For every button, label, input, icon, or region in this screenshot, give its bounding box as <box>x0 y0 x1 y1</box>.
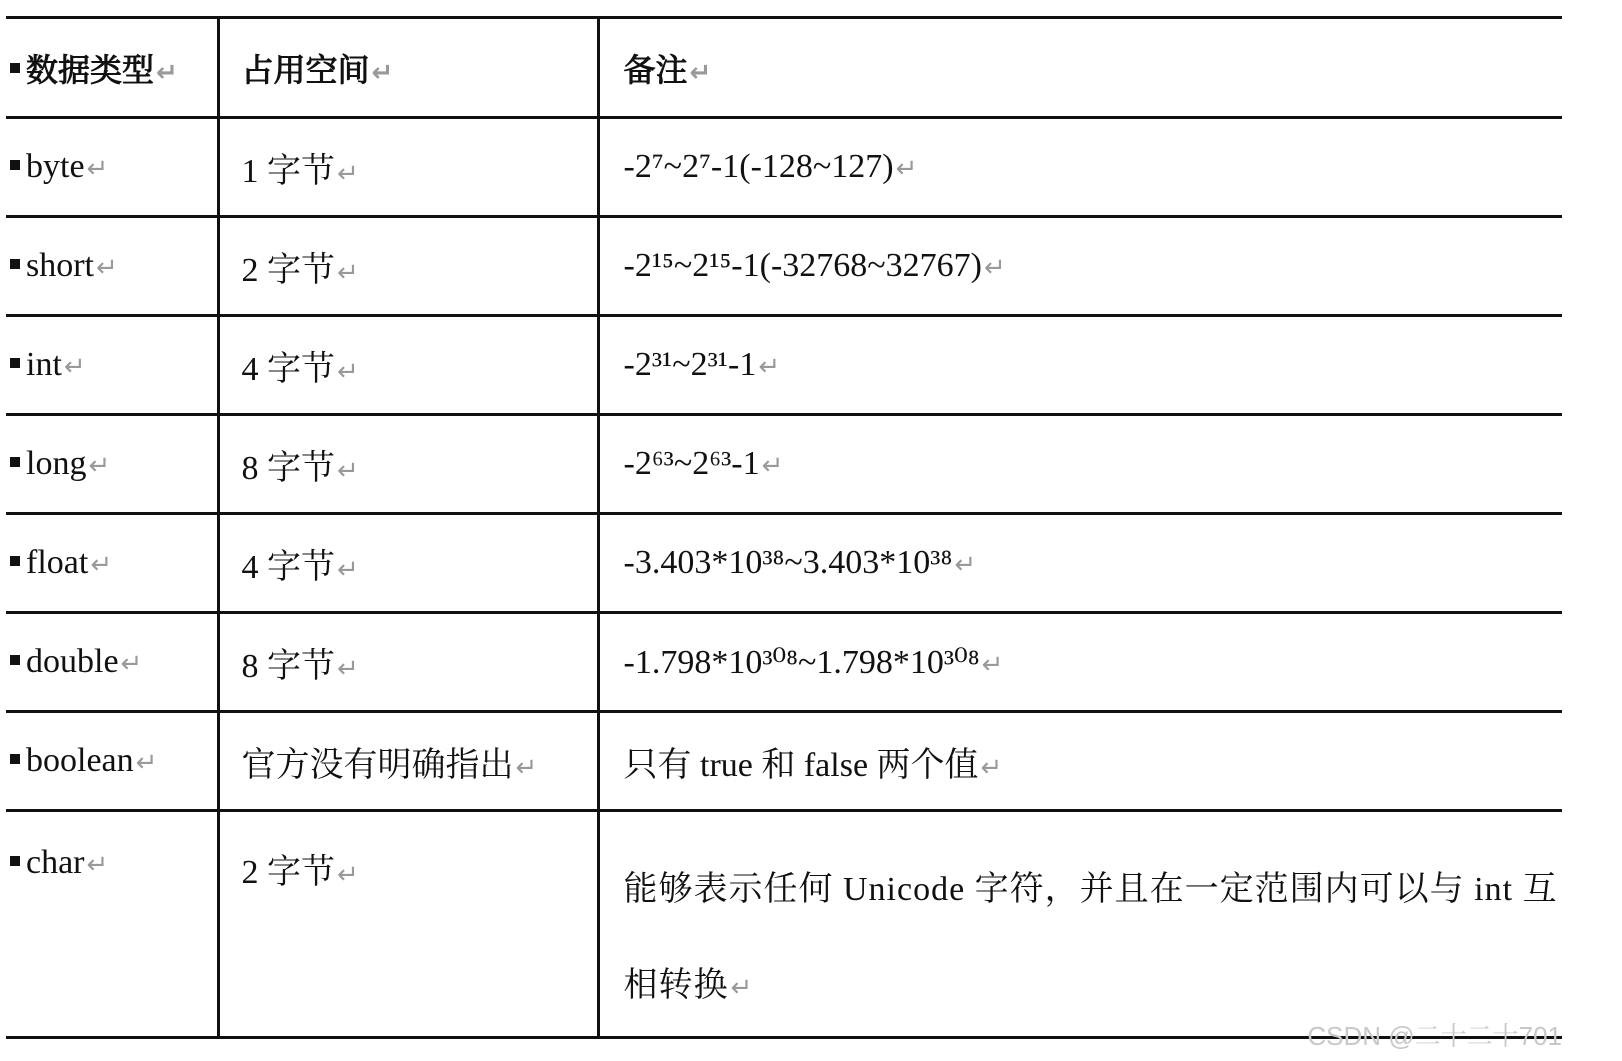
size-cell: 2 字节↵ <box>218 217 598 316</box>
table-row <box>6 613 1562 712</box>
size-cell: 1 字节↵ <box>218 118 598 217</box>
bullet-icon <box>10 856 20 866</box>
paragraph-mark-icon: ↵ <box>761 451 784 481</box>
type-cell: int↵ <box>6 316 218 415</box>
paragraph-mark-icon: ↵ <box>984 253 1006 283</box>
table-header-row <box>6 18 1562 118</box>
size-cell: 8 字节↵ <box>218 415 598 514</box>
table-row <box>6 118 1562 217</box>
bullet-icon <box>10 160 20 170</box>
paragraph-mark-icon: ↵ <box>120 649 143 679</box>
paragraph-mark-icon: ↵ <box>981 650 1004 680</box>
paragraph-mark-icon: ↵ <box>515 752 538 783</box>
paragraph-mark-icon: ↵ <box>337 356 359 387</box>
header-cell-size: 占用空间↵ <box>218 18 598 118</box>
note-cell: -2³¹~2³¹-1↵ <box>598 316 1562 415</box>
table-row <box>6 217 1562 316</box>
type-cell: short↵ <box>6 217 218 316</box>
size-cell: 4 字节↵ <box>218 316 598 415</box>
header-cell-type: 数据类型↵ <box>6 18 218 118</box>
paragraph-mark-icon: ↵ <box>895 154 918 184</box>
note-cell: -2⁷~2⁷-1(-128~127)↵ <box>598 118 1562 217</box>
bullet-icon <box>10 358 20 368</box>
table-row <box>6 514 1562 613</box>
type-cell: long↵ <box>6 415 218 514</box>
paragraph-mark-icon: ↵ <box>90 550 113 580</box>
paragraph-mark-icon: ↵ <box>337 257 359 288</box>
paragraph-mark-icon: ↵ <box>63 352 86 382</box>
bullet-icon <box>10 754 20 764</box>
paragraph-mark-icon: ↵ <box>730 973 754 1003</box>
data-types-table <box>6 16 1562 1039</box>
size-cell: 4 字节↵ <box>218 514 598 613</box>
note-cell: 能够表示任何 Unicode 字符，并且在一定范围内可以与 int 互相转换↵ <box>598 811 1562 1038</box>
paragraph-mark-icon: ↵ <box>96 253 118 283</box>
bullet-icon <box>10 63 20 73</box>
paragraph-mark-icon: ↵ <box>88 451 111 481</box>
paragraph-mark-icon: ↵ <box>371 57 394 88</box>
paragraph-mark-icon: ↵ <box>156 57 178 88</box>
note-cell: 只有 true 和 false 两个值↵ <box>598 712 1562 811</box>
paragraph-mark-icon: ↵ <box>337 158 359 189</box>
size-cell: 8 字节↵ <box>218 613 598 712</box>
paragraph-mark-icon: ↵ <box>337 653 359 684</box>
header-cell-note: 备注↵ <box>598 18 1562 118</box>
paragraph-mark-icon: ↵ <box>689 57 712 88</box>
table-row <box>6 316 1562 415</box>
paragraph-mark-icon: ↵ <box>337 860 359 890</box>
bullet-icon <box>10 556 20 566</box>
note-cell: -2¹⁵~2¹⁵-1(-32768~32767)↵ <box>598 217 1562 316</box>
bullet-icon <box>10 457 20 467</box>
table-row <box>6 811 1562 1038</box>
type-cell: char↵ <box>6 811 218 1038</box>
paragraph-mark-icon: ↵ <box>86 154 109 184</box>
paragraph-mark-icon: ↵ <box>337 455 359 486</box>
note-cell: -2⁶³~2⁶³-1↵ <box>598 415 1562 514</box>
paragraph-mark-icon: ↵ <box>980 752 1003 783</box>
bullet-icon <box>10 259 20 269</box>
size-cell: 官方没有明确指出↵ <box>218 712 598 811</box>
watermark: CSDN @二十二十701 <box>1307 1021 1562 1051</box>
type-cell: byte↵ <box>6 118 218 217</box>
type-cell: float↵ <box>6 514 218 613</box>
size-cell: 2 字节↵ <box>218 811 598 1038</box>
type-cell: boolean↵ <box>6 712 218 811</box>
table-row <box>6 712 1562 811</box>
paragraph-mark-icon: ↵ <box>954 550 977 580</box>
paragraph-mark-icon: ↵ <box>135 748 158 778</box>
table-row <box>6 415 1562 514</box>
note-cell: -3.403*10³⁸~3.403*10³⁸↵ <box>598 514 1562 613</box>
paragraph-mark-icon: ↵ <box>758 352 781 382</box>
paragraph-mark-icon: ↵ <box>337 554 359 585</box>
paragraph-mark-icon: ↵ <box>86 850 109 880</box>
note-cell: -1.798*10³⁰⁸~1.798*10³⁰⁸↵ <box>598 613 1562 712</box>
bullet-icon <box>10 655 20 665</box>
type-cell: double↵ <box>6 613 218 712</box>
